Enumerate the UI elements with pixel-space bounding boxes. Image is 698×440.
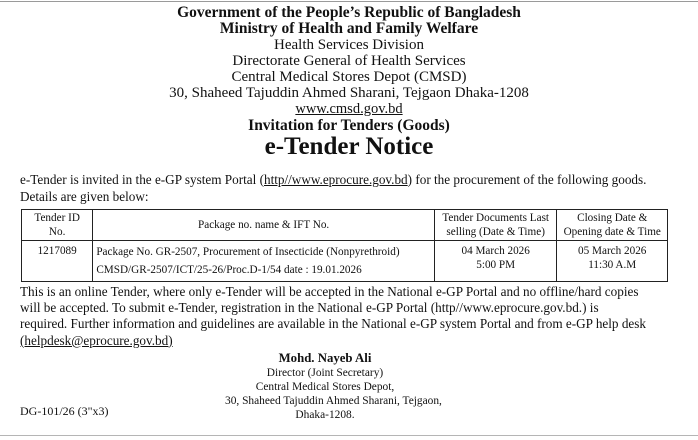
advertisement-reference: DG-101/26 (3"x3) bbox=[20, 404, 109, 418]
cell-tender-id: 1217089 bbox=[22, 241, 93, 282]
signature-block bbox=[225, 350, 442, 422]
conditions-line-3 bbox=[20, 316, 678, 332]
table-row bbox=[22, 241, 668, 282]
conditions-line-1 bbox=[20, 284, 678, 300]
depot-name: Central Medical Stores Depot (CMSD) bbox=[231, 69, 467, 85]
notice-header bbox=[0, 5, 698, 159]
conditions-line-2 bbox=[20, 300, 678, 316]
division-name: Health Services Division bbox=[274, 37, 424, 53]
table-header-row bbox=[22, 210, 668, 241]
tender-conditions-paragraph bbox=[20, 284, 678, 349]
doc-selling-time: 5:00 PM bbox=[476, 259, 516, 271]
conditions-line-4 bbox=[20, 333, 678, 349]
header-closing: Closing Date & Opening date & Time bbox=[557, 210, 668, 241]
signatory-office: Central Medical Stores Depot, bbox=[255, 381, 395, 393]
signatory-title: Director (Joint Secretary) bbox=[266, 367, 384, 379]
conditions-text-1: This is an online Tender, where only e-Tender will be accepted in the National e-GP Portal and no offline/hard copies bbox=[20, 284, 639, 299]
tender-table bbox=[21, 209, 668, 282]
invitation-heading: Invitation for Tenders (Goods) bbox=[248, 117, 450, 134]
top-border-line bbox=[0, 1, 698, 2]
doc-selling-date: 04 March 2026 bbox=[461, 245, 530, 257]
cell-doc-selling bbox=[434, 241, 557, 282]
depot-address: 30, Shaheed Tajuddin Ahmed Sharani, Tejgaon Dhaka-1208 bbox=[169, 85, 529, 101]
intro-line-1 bbox=[20, 171, 688, 188]
package-ift-no: CMSD/GR-2507/ICT/25-26/Proc.D-1/54 date : 19.01.2026 bbox=[96, 264, 362, 276]
helpdesk-email-link[interactable]: (helpdesk@eprocure.gov.bd) bbox=[20, 332, 173, 348]
header-tender-id: Tender ID No. bbox=[22, 210, 93, 241]
signatory-name: Mohd. Nayeb Ali bbox=[278, 351, 372, 365]
closing-time: 11:30 A.M bbox=[588, 259, 637, 271]
intro-paragraph bbox=[20, 171, 688, 205]
conditions-text-2: will be accepted. To submit e-Tender, registration in the National e-GP Portal (http//www.eprocure.gov.bd.) is bbox=[20, 300, 599, 316]
intro-line-2: Details are given below: bbox=[20, 189, 149, 204]
government-title: Government of the People’s Republic of Bangladesh bbox=[177, 4, 521, 21]
header-package: Package no. name & IFT No. bbox=[93, 210, 435, 241]
eprocure-link[interactable]: http//www.eprocure.gov.bd bbox=[263, 172, 408, 187]
intro-text-before-link: e-Tender is invited in the e-GP system Portal ( bbox=[20, 172, 264, 187]
ministry-title: Ministry of Health and Family Welfare bbox=[219, 20, 479, 37]
package-name: Package No. GR-2507, Procurement of Insecticide (Nonpyrethroid) bbox=[96, 246, 400, 258]
cell-closing bbox=[557, 241, 668, 282]
header-doc-selling: Tender Documents Last selling (Date & Time) bbox=[434, 210, 557, 241]
bottom-border-line bbox=[0, 435, 698, 436]
intro-text-after-link: ) for the procurement of the following goods. bbox=[407, 172, 647, 187]
closing-date: 05 March 2026 bbox=[578, 245, 647, 257]
conditions-text-3: required. Further information and guidelines are available in the National e-GP system Portal and from e-GP help desk bbox=[20, 316, 646, 332]
cell-package bbox=[93, 241, 435, 282]
notice-title: e-Tender Notice bbox=[264, 133, 434, 160]
directorate-name: Directorate General of Health Services bbox=[232, 53, 466, 69]
website-link[interactable]: www.cmsd.gov.bd bbox=[295, 101, 403, 117]
signatory-address-1: 30, Shaheed Tajuddin Ahmed Sharani, Tejgaon, bbox=[225, 395, 442, 407]
signatory-address-2: Dhaka-1208. bbox=[295, 409, 355, 421]
